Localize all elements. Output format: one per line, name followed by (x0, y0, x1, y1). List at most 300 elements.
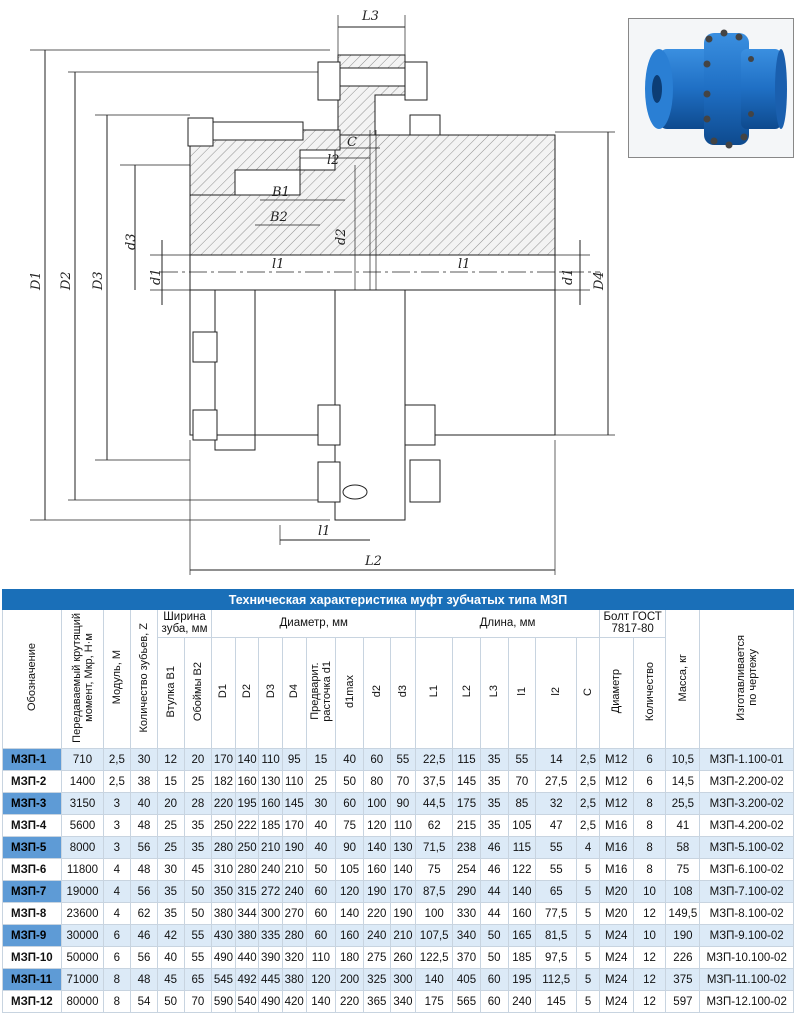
table-cell: 15 (157, 771, 184, 793)
table-cell: 8 (103, 991, 131, 1013)
table-cell: 220 (363, 903, 390, 925)
table-cell: 50 (336, 771, 364, 793)
header-torque: Передаваемый крутящий момент, Мкр, Н·м (62, 610, 103, 749)
table-cell: 280 (212, 837, 236, 859)
table-cell: 110 (259, 749, 283, 771)
table-cell: 170 (390, 881, 416, 903)
table-cell: 340 (453, 925, 481, 947)
table-cell: МЗП-10.100-02 (700, 947, 794, 969)
table-cell: 490 (259, 991, 283, 1013)
table-cell: 50 (184, 903, 212, 925)
table-cell: 190 (282, 837, 306, 859)
table-cell: 325 (363, 969, 390, 991)
table-cell: 40 (306, 837, 336, 859)
table-cell: 3 (103, 815, 131, 837)
table-cell: 8000 (62, 837, 103, 859)
table-cell: 120 (336, 881, 364, 903)
table-row (3, 793, 794, 815)
table-cell: 75 (336, 815, 364, 837)
table-cell: 5600 (62, 815, 103, 837)
table-cell: 8 (633, 815, 666, 837)
header-d1max: d1max (336, 637, 364, 748)
cell-designation: МЗП-2 (3, 771, 62, 793)
table-cell: 6 (633, 749, 666, 771)
table-cell: МЗП-7.100-02 (700, 881, 794, 903)
table-cell: 10 (633, 925, 666, 947)
table-cell: 56 (131, 881, 158, 903)
table-cell: 5 (577, 903, 600, 925)
dim-label-l1-right: l1 (458, 257, 471, 272)
table-cell: 50 (480, 925, 508, 947)
dim-label-B2: B2 (270, 210, 288, 225)
table-cell: 8 (633, 859, 666, 881)
table-cell: МЗП-9.100-02 (700, 925, 794, 947)
table-cell: 160 (363, 859, 390, 881)
table-cell: 30 (157, 859, 184, 881)
table-cell: 71000 (62, 969, 103, 991)
table-cell: 2,5 (577, 749, 600, 771)
table-cell: 215 (453, 815, 481, 837)
header-prebore: Предварит. расточка d1 (306, 637, 336, 748)
table-cell: 56 (131, 837, 158, 859)
table-cell: 185 (259, 815, 283, 837)
table-cell: 190 (390, 903, 416, 925)
header-bolt-diameter: Диаметр (599, 637, 633, 748)
table-cell: 44 (480, 881, 508, 903)
table-cell: 107,5 (416, 925, 453, 947)
table-cell: 95 (282, 749, 306, 771)
table-cell: МЗП-8.100-02 (700, 903, 794, 925)
cell-designation: МЗП-10 (3, 947, 62, 969)
cell-designation: МЗП-3 (3, 793, 62, 815)
table-cell: 149,5 (666, 903, 700, 925)
table-cell: 105 (508, 815, 536, 837)
table-cell: 160 (259, 793, 283, 815)
table-cell: 180 (336, 947, 364, 969)
table-cell: 20 (184, 749, 212, 771)
table-row (3, 815, 794, 837)
table-cell: 210 (390, 925, 416, 947)
table-cell: 47 (536, 815, 577, 837)
table-cell: 200 (336, 969, 364, 991)
table-cell: 14,5 (666, 771, 700, 793)
header-bolt-count: Количество (633, 637, 666, 748)
table-cell: 46 (131, 925, 158, 947)
table-cell: 190 (363, 881, 390, 903)
table-cell: 170 (282, 815, 306, 837)
table-cell: 260 (390, 947, 416, 969)
table-cell: 8 (103, 969, 131, 991)
table-cell: 710 (62, 749, 103, 771)
table-cell: 2,5 (577, 771, 600, 793)
table-cell: 492 (235, 969, 259, 991)
table-cell: 320 (282, 947, 306, 969)
table-cell: 185 (508, 947, 536, 969)
table-cell: 140 (390, 859, 416, 881)
table-cell: 70 (184, 991, 212, 1013)
table-cell: 80 (363, 771, 390, 793)
spec-table-body (3, 749, 794, 1013)
table-cell: 240 (508, 991, 536, 1013)
table-cell: 65 (184, 969, 212, 991)
header-d2: d2 (363, 637, 390, 748)
table-cell: 140 (416, 969, 453, 991)
table-cell: 60 (363, 749, 390, 771)
table-cell: 108 (666, 881, 700, 903)
table-cell: 4 (103, 903, 131, 925)
table-cell: 60 (306, 925, 336, 947)
table-cell: 597 (666, 991, 700, 1013)
table-cell: 55 (184, 925, 212, 947)
table-cell: 35 (480, 793, 508, 815)
table-cell: 35 (480, 771, 508, 793)
table-cell: 380 (282, 969, 306, 991)
dim-label-D1: D1 (29, 271, 44, 290)
table-cell: 40 (157, 947, 184, 969)
cell-designation: МЗП-7 (3, 881, 62, 903)
table-cell: 10,5 (666, 749, 700, 771)
table-cell: М12 (599, 793, 633, 815)
table-cell: 55 (536, 859, 577, 881)
header-teeth: Количество зубьев, Z (131, 610, 158, 749)
dim-label-C: C (347, 135, 357, 150)
coupling-photo (628, 18, 794, 158)
table-cell: 32 (536, 793, 577, 815)
table-cell: 12 (633, 947, 666, 969)
table-cell: 380 (235, 925, 259, 947)
table-cell: 300 (259, 903, 283, 925)
table-cell: 62 (131, 903, 158, 925)
dim-label-l1-bottom: l1 (318, 524, 331, 539)
table-cell: 75 (416, 859, 453, 881)
table-cell: 56 (131, 947, 158, 969)
table-cell: 130 (390, 837, 416, 859)
table-cell: 48 (131, 969, 158, 991)
table-cell: 46 (480, 859, 508, 881)
table-cell: М20 (599, 903, 633, 925)
table-cell: МЗП-1.100-01 (700, 749, 794, 771)
table-cell: 112,5 (536, 969, 577, 991)
cell-designation: МЗП-12 (3, 991, 62, 1013)
table-cell: 55 (508, 749, 536, 771)
table-cell: 80000 (62, 991, 103, 1013)
table-cell: 250 (212, 815, 236, 837)
cell-designation: МЗП-1 (3, 749, 62, 771)
table-cell: 35 (184, 837, 212, 859)
table-cell: 87,5 (416, 881, 453, 903)
table-cell: 11800 (62, 859, 103, 881)
header-D3: D3 (259, 637, 283, 748)
dim-label-l2: l2 (327, 153, 340, 168)
table-cell: 165 (508, 925, 536, 947)
table-cell: 175 (416, 991, 453, 1013)
table-row (3, 947, 794, 969)
table-cell: 28 (184, 793, 212, 815)
table-cell: 195 (508, 969, 536, 991)
table-cell: М20 (599, 881, 633, 903)
table-cell: 5 (577, 969, 600, 991)
table-cell: 140 (336, 903, 364, 925)
table-row (3, 749, 794, 771)
table-row (3, 925, 794, 947)
cell-designation: МЗП-9 (3, 925, 62, 947)
dim-label-B1: B1 (272, 185, 290, 200)
table-cell: 22,5 (416, 749, 453, 771)
table-cell: 54 (131, 991, 158, 1013)
table-cell: 440 (235, 947, 259, 969)
table-cell: 55 (536, 837, 577, 859)
table-cell: 110 (282, 771, 306, 793)
table-cell: 344 (235, 903, 259, 925)
table-cell: 20 (157, 793, 184, 815)
cell-designation: МЗП-5 (3, 837, 62, 859)
table-cell: 5 (577, 947, 600, 969)
table-cell: МЗП-4.200-02 (700, 815, 794, 837)
table-cell: 85 (508, 793, 536, 815)
table-cell: 315 (235, 881, 259, 903)
cell-designation: МЗП-11 (3, 969, 62, 991)
table-cell: М24 (599, 969, 633, 991)
table-cell: 590 (212, 991, 236, 1013)
table-cell: 145 (536, 991, 577, 1013)
table-cell: 48 (131, 859, 158, 881)
dim-label-D2: D2 (59, 271, 74, 290)
table-cell: 140 (235, 749, 259, 771)
table-cell: 35 (157, 881, 184, 903)
table-cell: 122,5 (416, 947, 453, 969)
table-cell: 2,5 (577, 793, 600, 815)
table-cell: 290 (453, 881, 481, 903)
table-cell: 77,5 (536, 903, 577, 925)
table-cell: 40 (336, 749, 364, 771)
header-designation: Обозначение (3, 610, 62, 749)
table-cell: МЗП-6.100-02 (700, 859, 794, 881)
table-cell: 130 (259, 771, 283, 793)
table-cell: 145 (453, 771, 481, 793)
table-cell: М12 (599, 749, 633, 771)
table-cell: 105 (336, 859, 364, 881)
table-cell: 23600 (62, 903, 103, 925)
table-cell: 120 (306, 969, 336, 991)
table-cell: М24 (599, 947, 633, 969)
table-cell: 6 (103, 947, 131, 969)
table-cell: 2,5 (577, 815, 600, 837)
table-cell: 3 (103, 837, 131, 859)
header-l1: l1 (508, 637, 536, 748)
table-cell: 250 (235, 837, 259, 859)
dim-label-d2: d2 (334, 228, 349, 245)
table-cell: 55 (184, 947, 212, 969)
table-cell: 220 (336, 991, 364, 1013)
header-bolt: Болт ГОСТ 7817-80 (599, 610, 666, 638)
cell-designation: МЗП-8 (3, 903, 62, 925)
table-cell: М12 (599, 771, 633, 793)
table-cell: 5 (577, 859, 600, 881)
header-D4: D4 (282, 637, 306, 748)
table-cell: 375 (666, 969, 700, 991)
header-drawing-ref: Изготавливается по чертежу (700, 610, 794, 749)
table-cell: 270 (282, 903, 306, 925)
table-cell: 110 (306, 947, 336, 969)
table-cell: 195 (235, 793, 259, 815)
table-cell: 100 (416, 903, 453, 925)
table-cell: 3 (103, 793, 131, 815)
table-cell: 50000 (62, 947, 103, 969)
table-row (3, 969, 794, 991)
table-cell: 81,5 (536, 925, 577, 947)
table-cell: 540 (235, 991, 259, 1013)
table-cell: 60 (306, 903, 336, 925)
table-cell: 310 (212, 859, 236, 881)
table-cell: 60 (306, 881, 336, 903)
table-cell: 70 (390, 771, 416, 793)
table-cell: 280 (282, 925, 306, 947)
table-cell: М24 (599, 991, 633, 1013)
table-cell: МЗП-2.200-02 (700, 771, 794, 793)
table-cell: 390 (259, 947, 283, 969)
table-row (3, 903, 794, 925)
table-cell: 115 (453, 749, 481, 771)
table-cell: 48 (131, 815, 158, 837)
table-cell: 90 (336, 837, 364, 859)
table-row (3, 991, 794, 1013)
table-cell: 60 (336, 793, 364, 815)
table-cell: 170 (212, 749, 236, 771)
table-cell: 71,5 (416, 837, 453, 859)
table-cell: 240 (363, 925, 390, 947)
header-mass: Масса, кг (666, 610, 700, 749)
table-cell: 14 (536, 749, 577, 771)
table-cell: 55 (390, 749, 416, 771)
table-cell: 5 (577, 991, 600, 1013)
table-cell: 62 (416, 815, 453, 837)
table-cell: 37,5 (416, 771, 453, 793)
table-cell: МЗП-5.100-02 (700, 837, 794, 859)
table-cell: 38 (131, 771, 158, 793)
table-cell: 40 (306, 815, 336, 837)
table-cell: 182 (212, 771, 236, 793)
table-cell: 90 (390, 793, 416, 815)
table-cell: 12 (633, 903, 666, 925)
header-L2: L2 (453, 637, 481, 748)
table-cell: 25 (157, 837, 184, 859)
table-cell: 45 (184, 859, 212, 881)
table-cell: 254 (453, 859, 481, 881)
table-cell: 430 (212, 925, 236, 947)
table-cell: 30 (131, 749, 158, 771)
cell-designation: МЗП-6 (3, 859, 62, 881)
table-cell: 12 (157, 749, 184, 771)
table-row (3, 837, 794, 859)
table-cell: 6 (103, 925, 131, 947)
table-cell: 210 (282, 859, 306, 881)
table-cell: 380 (212, 903, 236, 925)
table-cell: 565 (453, 991, 481, 1013)
table-cell: 5 (577, 881, 600, 903)
table-cell: МЗП-11.100-02 (700, 969, 794, 991)
cell-designation: МЗП-4 (3, 815, 62, 837)
table-cell: 160 (336, 925, 364, 947)
table-cell: 210 (259, 837, 283, 859)
table-cell: 35 (480, 815, 508, 837)
dim-label-d3: d3 (124, 233, 139, 250)
table-cell: 445 (259, 969, 283, 991)
table-cell: 145 (282, 793, 306, 815)
table-cell: 140 (306, 991, 336, 1013)
table-cell: 545 (212, 969, 236, 991)
table-cell: 15 (306, 749, 336, 771)
table-cell: 44,5 (416, 793, 453, 815)
dim-label-L2: L2 (365, 554, 382, 569)
table-cell: 5 (577, 925, 600, 947)
table-cell: 50 (306, 859, 336, 881)
table-cell: 280 (235, 859, 259, 881)
table-row (3, 771, 794, 793)
table-cell: 35 (157, 903, 184, 925)
table-cell: 490 (212, 947, 236, 969)
table-cell: 238 (453, 837, 481, 859)
table-cell: 27,5 (536, 771, 577, 793)
table-cell: 120 (363, 815, 390, 837)
dim-label-D3: D3 (91, 271, 106, 290)
table-cell: 8 (633, 793, 666, 815)
table-cell: 40 (131, 793, 158, 815)
table-cell: 335 (259, 925, 283, 947)
table-cell: 2,5 (103, 771, 131, 793)
table-cell: 35 (184, 815, 212, 837)
header-module: Модуль, М (103, 610, 131, 749)
table-cell: 25 (184, 771, 212, 793)
table-cell: 65 (536, 881, 577, 903)
table-cell: 25 (157, 815, 184, 837)
table-cell: 42 (157, 925, 184, 947)
table-cell: 420 (282, 991, 306, 1013)
table-cell: 75 (666, 859, 700, 881)
table-cell: 10 (633, 881, 666, 903)
table-cell: 226 (666, 947, 700, 969)
table-cell: 110 (390, 815, 416, 837)
table-cell: 50 (157, 991, 184, 1013)
table-cell: 365 (363, 991, 390, 1013)
dim-label-d1-right: d1 (561, 268, 576, 285)
table-cell: 330 (453, 903, 481, 925)
header-length: Длина, мм (416, 610, 600, 638)
table-cell: 405 (453, 969, 481, 991)
dim-label-D4: D4 (592, 271, 607, 290)
table-cell: 30000 (62, 925, 103, 947)
table-cell: 160 (235, 771, 259, 793)
table-cell: М24 (599, 925, 633, 947)
table-cell: 222 (235, 815, 259, 837)
table-cell: 4 (577, 837, 600, 859)
header-l2: l2 (536, 637, 577, 748)
table-cell: 6 (633, 771, 666, 793)
header-L1: L1 (416, 637, 453, 748)
table-cell: 240 (282, 881, 306, 903)
table-cell: 8 (633, 837, 666, 859)
table-cell: 240 (259, 859, 283, 881)
table-cell: 115 (508, 837, 536, 859)
dim-label-L3: L3 (362, 9, 379, 24)
dim-label-l1-left: l1 (272, 257, 285, 272)
table-cell: 35 (480, 749, 508, 771)
table-cell: 300 (390, 969, 416, 991)
table-cell: 44 (480, 903, 508, 925)
header-D1: D1 (212, 637, 236, 748)
table-cell: 370 (453, 947, 481, 969)
table-cell: 60 (480, 991, 508, 1013)
table-cell: 140 (363, 837, 390, 859)
